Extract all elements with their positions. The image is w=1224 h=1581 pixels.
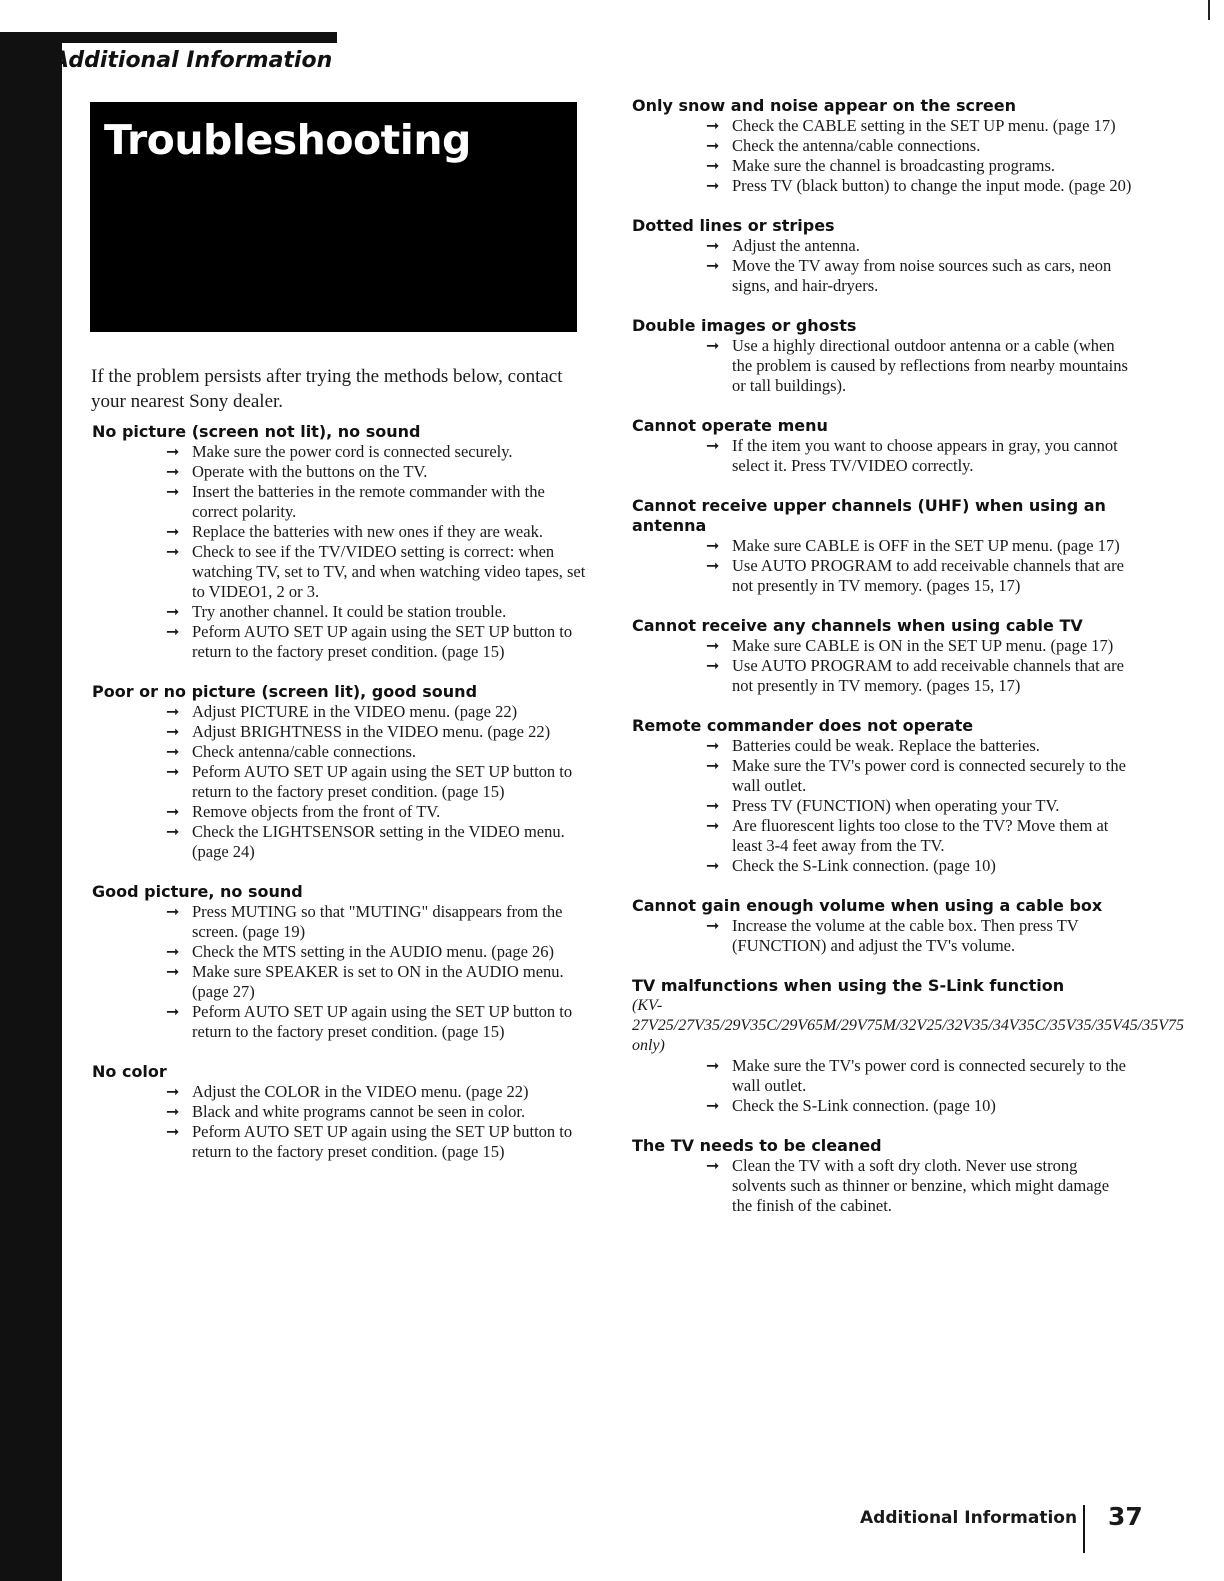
- problem-heading: Double images or ghosts: [632, 316, 857, 335]
- right-column: [632, 96, 1184, 1236]
- solution-item: [706, 1156, 1132, 1216]
- solution-item: [706, 536, 1132, 556]
- trouble-block: [632, 416, 1132, 476]
- trouble-block: [632, 976, 1184, 1116]
- arrow-icon: ➞: [706, 436, 720, 455]
- arrow-icon: ➞: [706, 336, 720, 355]
- arrow-icon: ➞: [706, 1056, 720, 1075]
- arrow-icon: ➞: [166, 622, 180, 641]
- solution-text: Clean the TV with a soft dry cloth. Never use strong solvents such as thinner or benzine, which might damage the finish of the cabinet.: [732, 1156, 1110, 1215]
- solution-text: Batteries could be weak. Replace the batteries.: [732, 736, 1040, 755]
- solution-text: Use a highly directional outdoor antenna or a cable (when the problem is caused by reflections from nearby mountains or tall buildings).: [732, 336, 1128, 395]
- solution-text: Make sure CABLE is ON in the SET UP menu. (page 17): [732, 636, 1114, 655]
- solution-item: [706, 136, 1132, 156]
- arrow-icon: ➞: [166, 762, 180, 781]
- solution-item: [166, 542, 592, 602]
- solution-text: Use AUTO PROGRAM to add receivable channels that are not presently in TV memory. (pages 15, 17): [732, 556, 1124, 595]
- arrow-icon: ➞: [166, 1102, 180, 1121]
- arrow-icon: ➞: [166, 962, 180, 981]
- solution-text: Peform AUTO SET UP again using the SET UP button to return to the factory preset condition. (page 15): [192, 1002, 573, 1041]
- solution-text: Check the antenna/cable connections.: [732, 136, 981, 155]
- arrow-icon: ➞: [706, 756, 720, 775]
- arrow-icon: ➞: [706, 136, 720, 155]
- solution-text: Check the LIGHTSENSOR setting in the VIDEO menu. (page 24): [192, 822, 565, 861]
- solution-list: [632, 1156, 1132, 1216]
- arrow-icon: ➞: [166, 462, 180, 481]
- solution-text: Make sure the TV's power cord is connected securely to the wall outlet.: [732, 756, 1126, 795]
- solution-item: [706, 756, 1132, 796]
- solution-text: Check to see if the TV/VIDEO setting is correct: when watching TV, set to TV, and when watching video tapes, set to VIDEO1, 2 or 3.: [192, 542, 586, 601]
- solution-text: Make sure CABLE is OFF in the SET UP menu. (page 17): [732, 536, 1120, 555]
- problem-heading: No picture (screen not lit), no sound: [92, 422, 421, 441]
- solution-text: Press TV (FUNCTION) when operating your TV.: [732, 796, 1060, 815]
- solution-text: Black and white programs cannot be seen in color.: [192, 1102, 526, 1121]
- solution-item: [166, 762, 592, 802]
- left-margin-bar: [0, 38, 62, 1581]
- page-title: Troubleshooting: [104, 116, 471, 164]
- solution-item: [166, 822, 592, 862]
- solution-list: [632, 116, 1132, 196]
- solution-text: Try another channel. It could be station trouble.: [192, 602, 507, 621]
- solution-text: Adjust the COLOR in the VIDEO menu. (page 22): [192, 1082, 529, 1101]
- solution-text: Press MUTING so that "MUTING" disappears from the screen. (page 19): [192, 902, 563, 941]
- solution-item: [706, 156, 1132, 176]
- solution-item: [166, 622, 592, 662]
- solution-text: Adjust PICTURE in the VIDEO menu. (page 22): [192, 702, 518, 721]
- arrow-icon: ➞: [706, 536, 720, 555]
- solution-item: [166, 742, 592, 762]
- section-label: Additional Information: [52, 48, 333, 73]
- solution-item: [166, 702, 592, 722]
- solution-text: Make sure the TV's power cord is connected securely to the wall outlet.: [732, 1056, 1126, 1095]
- arrow-icon: ➞: [706, 796, 720, 815]
- solution-text: Peform AUTO SET UP again using the SET UP button to return to the factory preset condition. (page 15): [192, 1122, 573, 1161]
- solution-text: Make sure the channel is broadcasting programs.: [732, 156, 1056, 175]
- arrow-icon: ➞: [166, 442, 180, 461]
- problem-heading: Only snow and noise appear on the screen: [632, 96, 1016, 115]
- solution-item: [706, 256, 1132, 296]
- arrow-icon: ➞: [706, 636, 720, 655]
- solution-item: [706, 1096, 1132, 1116]
- arrow-icon: ➞: [706, 176, 720, 195]
- trouble-block: [92, 422, 592, 662]
- arrow-icon: ➞: [706, 1156, 720, 1175]
- solution-item: [706, 336, 1132, 396]
- solution-item: [166, 482, 592, 522]
- solution-item: [706, 916, 1132, 956]
- arrow-icon: ➞: [706, 556, 720, 575]
- solution-item: [706, 816, 1132, 856]
- solution-item: [166, 1082, 592, 1102]
- solution-item: [166, 462, 592, 482]
- arrow-icon: ➞: [166, 702, 180, 721]
- problem-heading: Cannot operate menu: [632, 416, 828, 435]
- trouble-block: [632, 216, 1132, 296]
- arrow-icon: ➞: [706, 736, 720, 755]
- intro-text: If the problem persists after trying the methods below, contact your nearest Sony dealer.: [91, 366, 563, 412]
- problem-heading: No color: [92, 1062, 167, 1081]
- solution-item: [706, 736, 1132, 756]
- arrow-icon: ➞: [166, 482, 180, 501]
- trouble-block: [632, 496, 1132, 596]
- solution-text: Check the S-Link connection. (page 10): [732, 1096, 996, 1115]
- trouble-block: [92, 882, 592, 1042]
- solution-text: Check the S-Link connection. (page 10): [732, 856, 996, 875]
- problem-heading: Poor or no picture (screen lit), good sound: [92, 682, 478, 701]
- trouble-block: [632, 316, 1132, 396]
- solution-text: Check the MTS setting in the AUDIO menu. (page 26): [192, 942, 555, 961]
- problem-heading: Cannot receive any channels when using cable TV: [632, 616, 1083, 635]
- arrow-icon: ➞: [166, 902, 180, 921]
- page-number: 37: [1108, 1502, 1143, 1531]
- solution-item: [166, 942, 592, 962]
- solution-item: [706, 656, 1132, 696]
- solution-list: [92, 902, 592, 1042]
- solution-text: Peform AUTO SET UP again using the SET UP button to return to the factory preset condition. (page 15): [192, 762, 573, 801]
- arrow-icon: ➞: [706, 856, 720, 875]
- solution-text: If the item you want to choose appears in gray, you cannot select it. Press TV/VIDEO correctly.: [732, 436, 1118, 475]
- footer-section-label: Additional Information: [860, 1508, 1078, 1528]
- trouble-block: [632, 96, 1132, 196]
- trouble-block: [632, 896, 1132, 956]
- left-column: [92, 422, 592, 1182]
- solution-text: Operate with the buttons on the TV.: [192, 462, 428, 481]
- solution-item: [706, 636, 1132, 656]
- arrow-icon: ➞: [706, 656, 720, 675]
- solution-list: [632, 236, 1132, 296]
- model-note: (KV-27V25/27V35/29V35C/29V65M/29V75M/32V25/32V35/34V35C/35V35/35V45/35V75 only): [632, 997, 1184, 1054]
- solution-item: [706, 556, 1132, 596]
- solution-list: [632, 636, 1132, 696]
- arrow-icon: ➞: [166, 802, 180, 821]
- solution-list: [92, 702, 592, 862]
- solution-item: [166, 602, 592, 622]
- title-box: [90, 102, 577, 332]
- solution-text: Peform AUTO SET UP again using the SET UP button to return to the factory preset condition. (page 15): [192, 622, 573, 661]
- arrow-icon: ➞: [166, 722, 180, 741]
- arrow-icon: ➞: [166, 602, 180, 621]
- solution-item: [166, 962, 592, 1002]
- solution-text: Adjust BRIGHTNESS in the VIDEO menu. (page 22): [192, 722, 551, 741]
- solution-item: [166, 1122, 592, 1162]
- solution-item: [166, 522, 592, 542]
- problem-heading: Good picture, no sound: [92, 882, 303, 901]
- solution-text: Use AUTO PROGRAM to add receivable channels that are not presently in TV memory. (pages 15, 17): [732, 656, 1124, 695]
- solution-item: [706, 116, 1132, 136]
- footer-divider: [1083, 1505, 1085, 1553]
- arrow-icon: ➞: [166, 1122, 180, 1141]
- problem-heading: Cannot gain enough volume when using a cable box: [632, 896, 1103, 915]
- arrow-icon: ➞: [706, 116, 720, 135]
- solution-text: Check antenna/cable connections.: [192, 742, 417, 761]
- problem-heading: Cannot receive upper channels (UHF) when using an antenna: [632, 496, 1106, 535]
- arrow-icon: ➞: [706, 236, 720, 255]
- solution-item: [166, 802, 592, 822]
- arrow-icon: ➞: [166, 1002, 180, 1021]
- solution-item: [706, 796, 1132, 816]
- solution-text: Replace the batteries with new ones if they are weak.: [192, 522, 543, 541]
- solution-list: [632, 436, 1132, 476]
- arrow-icon: ➞: [706, 1096, 720, 1115]
- solution-item: [166, 902, 592, 942]
- trouble-block: [632, 716, 1132, 876]
- arrow-icon: ➞: [166, 522, 180, 541]
- arrow-icon: ➞: [706, 816, 720, 835]
- solution-item: [166, 442, 592, 462]
- solution-list: [92, 442, 592, 662]
- solution-list: [632, 536, 1132, 596]
- trouble-block: [632, 1136, 1132, 1216]
- arrow-icon: ➞: [706, 916, 720, 935]
- trouble-block: [632, 616, 1132, 696]
- arrow-icon: ➞: [166, 942, 180, 961]
- trouble-block: [92, 1062, 592, 1162]
- arrow-icon: ➞: [706, 156, 720, 175]
- solution-item: [166, 722, 592, 742]
- solution-item: [706, 856, 1132, 876]
- solution-list: [632, 916, 1132, 956]
- solution-text: Insert the batteries in the remote commander with the correct polarity.: [192, 482, 545, 521]
- solution-item: [706, 236, 1132, 256]
- solution-text: Increase the volume at the cable box. Then press TV (FUNCTION) and adjust the TV's volume.: [732, 916, 1079, 955]
- arrow-icon: ➞: [166, 542, 180, 561]
- problem-heading: The TV needs to be cleaned: [632, 1136, 882, 1155]
- solution-text: Make sure the power cord is connected securely.: [192, 442, 513, 461]
- arrow-icon: ➞: [166, 742, 180, 761]
- solution-list: [632, 736, 1132, 876]
- solution-item: [166, 1102, 592, 1122]
- solution-text: Remove objects from the front of TV.: [192, 802, 441, 821]
- solution-item: [706, 176, 1132, 196]
- arrow-icon: ➞: [166, 822, 180, 841]
- solution-item: [166, 1002, 592, 1042]
- solution-text: Move the TV away from noise sources such as cars, neon signs, and hair-dryers.: [732, 256, 1112, 295]
- solution-text: Adjust the antenna.: [732, 236, 860, 255]
- arrow-icon: ➞: [706, 256, 720, 275]
- trouble-block: [92, 682, 592, 862]
- problem-heading: Dotted lines or stripes: [632, 216, 835, 235]
- right-edge-mark: [1208, 0, 1210, 20]
- solution-text: Are fluorescent lights too close to the TV? Move them at least 3-4 feet away from the TV.: [732, 816, 1109, 855]
- problem-heading: Remote commander does not operate: [632, 716, 974, 735]
- arrow-icon: ➞: [166, 1082, 180, 1101]
- solution-text: Check the CABLE setting in the SET UP menu. (page 17): [732, 116, 1116, 135]
- solution-item: [706, 436, 1132, 476]
- solution-list: [632, 336, 1132, 396]
- solution-list: [632, 1056, 1132, 1116]
- solution-list: [92, 1082, 592, 1162]
- solution-text: Make sure SPEAKER is set to ON in the AUDIO menu. (page 27): [192, 962, 564, 1001]
- problem-heading: TV malfunctions when using the S-Link function: [632, 976, 1065, 995]
- solution-text: Press TV (black button) to change the input mode. (page 20): [732, 176, 1132, 195]
- solution-item: [706, 1056, 1132, 1096]
